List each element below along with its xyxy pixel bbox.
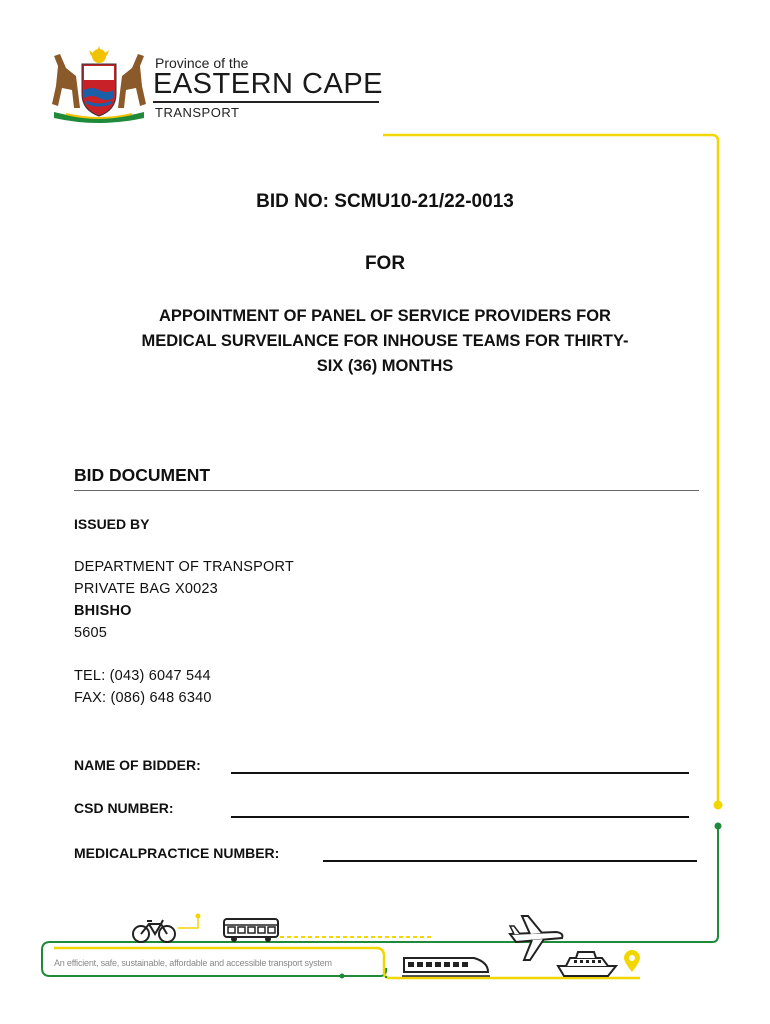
bid-subject-line: MEDICAL SURVEILANCE FOR INHOUSE TEAMS FOR THIRTY- xyxy=(141,332,629,350)
department-label: TRANSPORT xyxy=(155,105,240,120)
bidder-name-label: NAME OF BIDDER: xyxy=(74,757,201,773)
coat-of-arms-logo xyxy=(44,46,154,126)
bidder-name-field[interactable] xyxy=(231,772,689,774)
practice-number-field[interactable] xyxy=(323,860,697,862)
bid-subject-line: SIX (36) MONTHS xyxy=(316,357,454,375)
bid-subject-line: APPOINTMENT OF PANEL OF SERVICE PROVIDERS FOR xyxy=(159,307,611,325)
train-icon xyxy=(402,954,490,980)
bus-icon xyxy=(222,917,280,945)
section-title: BID DOCUMENT xyxy=(74,465,211,485)
fax: FAX: (086) 648 6340 xyxy=(74,690,212,706)
csd-number-label: CSD NUMBER: xyxy=(74,800,174,816)
bid-number: BID NO: SCMU10-21/22-0013 xyxy=(256,191,514,212)
section-divider xyxy=(74,490,699,491)
bicycle-icon xyxy=(131,918,177,944)
address-line: 5605 xyxy=(74,625,108,641)
practice-number-label: MEDICALPRACTICE NUMBER: xyxy=(74,845,280,861)
telephone: TEL: (043) 6047 544 xyxy=(74,668,211,684)
location-pin-icon xyxy=(623,950,641,974)
address-line: DEPARTMENT OF TRANSPORT xyxy=(74,559,294,575)
footer-tagline: An efficient, safe, sustainable, affordable and accessible transport system xyxy=(54,958,332,968)
ship-icon xyxy=(556,948,618,978)
csd-number-field[interactable] xyxy=(231,816,689,818)
bid-subject xyxy=(0,304,770,379)
address-line: BHISHO xyxy=(74,603,132,619)
address-line: PRIVATE BAG X0023 xyxy=(74,581,218,597)
brand-divider xyxy=(153,101,379,103)
issued-by-label: ISSUED BY xyxy=(74,516,150,532)
province-name: EASTERN CAPE xyxy=(153,68,383,100)
province-label: Province of the xyxy=(155,55,249,71)
for-label: FOR xyxy=(364,253,406,274)
